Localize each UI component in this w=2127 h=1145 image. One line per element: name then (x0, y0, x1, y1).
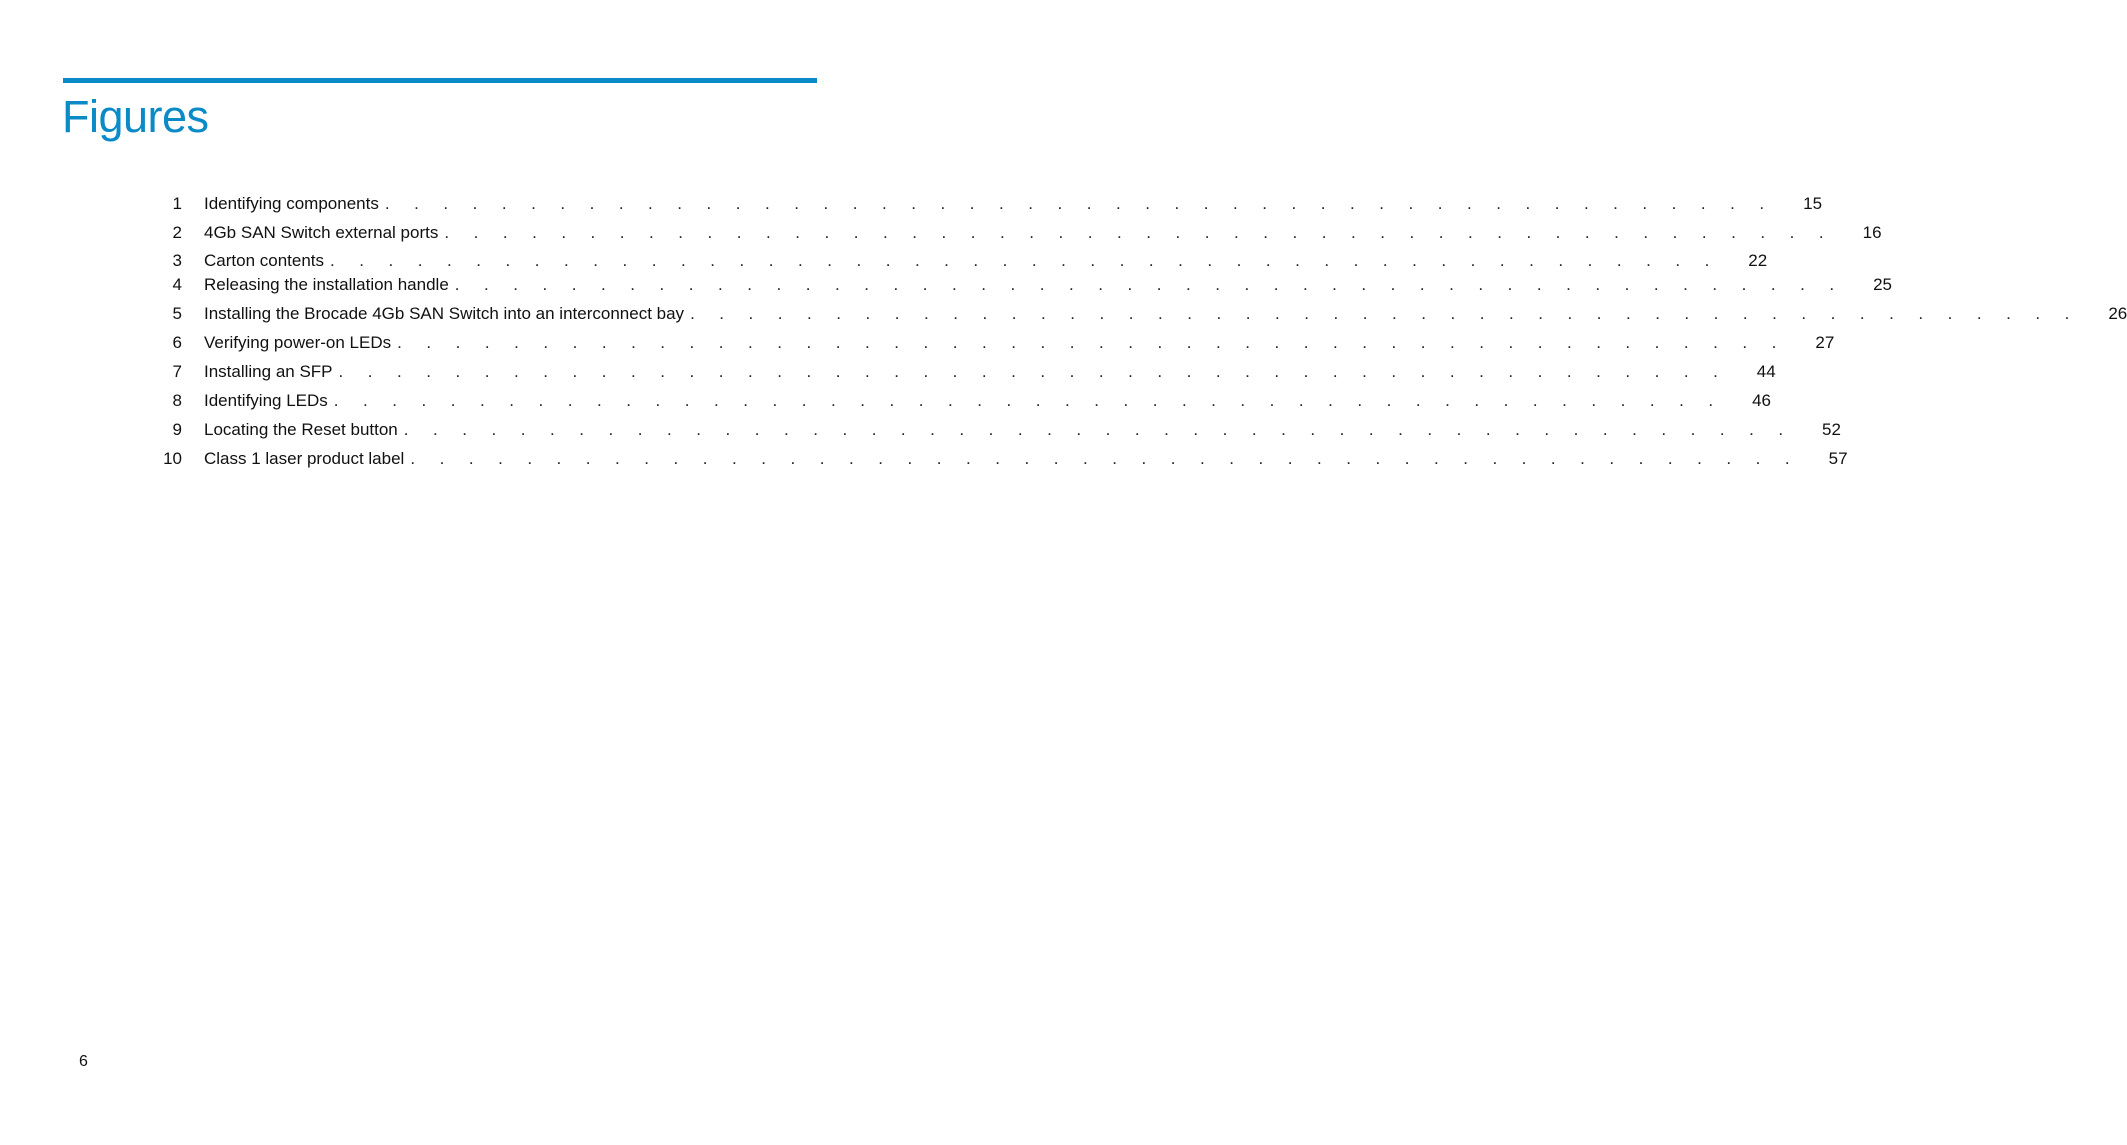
figure-number: 3 (172, 251, 182, 270)
figure-page[interactable]: 15 (1803, 194, 1823, 213)
dot-leader: . . . . . . . . . . . . . . . . . . . . . . . . . . . . . . . . . . . . . . . . . . . . . . . . (338, 362, 1728, 381)
figure-page[interactable]: 44 (1756, 362, 1776, 381)
dot-leader: . . . . . . . . . . . . . . . . . . . . . . . . . . . . . . . . . . . . . . . . . . . . . . . . (333, 391, 1723, 410)
figure-entry-3[interactable] (150, 249, 1768, 273)
figure-page[interactable]: 25 (1873, 275, 1892, 294)
figure-title[interactable]: 4Gb SAN Switch external ports (204, 221, 444, 245)
dot-leader: . . . . . . . . . . . . . . . . . . . . . . . . . . . . . . . . . . . . . . . . . . . . . . . . (403, 420, 1793, 439)
figure-number: 6 (172, 333, 182, 352)
figure-number: 10 (163, 449, 182, 468)
figure-number: 8 (172, 391, 182, 410)
figure-page[interactable]: 27 (1815, 333, 1835, 352)
figure-entry-7[interactable] (150, 360, 1776, 384)
figure-entry-4[interactable] (150, 273, 1892, 297)
page-title: Figures (62, 91, 209, 142)
figure-page[interactable]: 57 (1828, 449, 1848, 468)
figure-number: 4 (172, 275, 182, 294)
figure-entry-10[interactable] (150, 447, 1848, 471)
dot-leader: . . . . . . . . . . . . . . . . . . . . . . . . . . . . . . . . . . . . . . . . . . . . . . . . (690, 304, 2080, 323)
figure-page[interactable]: 46 (1752, 391, 1771, 410)
figure-entry-6[interactable] (150, 331, 1835, 355)
dot-leader: . . . . . . . . . . . . . . . . . . . . . . . . . . . . . . . . . . . . . . . . . . . . . . . . (330, 251, 1720, 270)
figure-entry-1[interactable] (150, 192, 1823, 216)
figure-number: 2 (172, 223, 182, 242)
figure-number: 5 (172, 304, 182, 323)
figure-title[interactable]: Identifying LEDs (204, 389, 334, 413)
figure-title[interactable]: Installing an SFP (204, 360, 339, 384)
figure-page[interactable]: 16 (1862, 223, 1882, 242)
figure-title[interactable]: Installing the Brocade 4Gb SAN Switch into an interconnect bay (204, 302, 690, 326)
figure-title[interactable]: Identifying components (204, 192, 385, 216)
figure-number: 9 (172, 420, 182, 439)
page-number: 6 (79, 1053, 88, 1070)
dot-leader: . . . . . . . . . . . . . . . . . . . . . . . . . . . . . . . . . . . . . . . . . . . . . . . . (444, 223, 1834, 242)
figure-number: 7 (172, 362, 182, 381)
figure-entry-5[interactable] (150, 302, 2127, 326)
figure-entry-2[interactable] (150, 221, 1882, 245)
dot-leader: . . . . . . . . . . . . . . . . . . . . . . . . . . . . . . . . . . . . . . . . . . . . . . . . (410, 449, 1800, 468)
dot-leader: . . . . . . . . . . . . . . . . . . . . . . . . . . . . . . . . . . . . . . . . . . . . . . . . (384, 194, 1775, 213)
dot-leader: . . . . . . . . . . . . . . . . . . . . . . . . . . . . . . . . . . . . . . . . . . . . . . . . (397, 333, 1787, 352)
figure-entry-8[interactable] (150, 389, 1771, 413)
figure-title[interactable]: Verifying power-on LEDs (204, 331, 397, 355)
figure-title[interactable]: Locating the Reset button (204, 418, 404, 442)
figure-page[interactable]: 26 (2108, 304, 2127, 323)
figure-page[interactable]: 52 (1822, 420, 1841, 439)
figure-page[interactable]: 22 (1748, 251, 1768, 270)
figure-title[interactable]: Releasing the installation handle (204, 273, 455, 297)
figure-title[interactable]: Carton contents (204, 249, 330, 273)
figure-number: 1 (172, 194, 182, 213)
figure-title[interactable]: Class 1 laser product label (204, 447, 410, 471)
dot-leader: . . . . . . . . . . . . . . . . . . . . . . . . . . . . . . . . . . . . . . . . . . . . . . . . (454, 275, 1844, 294)
figure-entry-9[interactable] (150, 418, 1841, 442)
